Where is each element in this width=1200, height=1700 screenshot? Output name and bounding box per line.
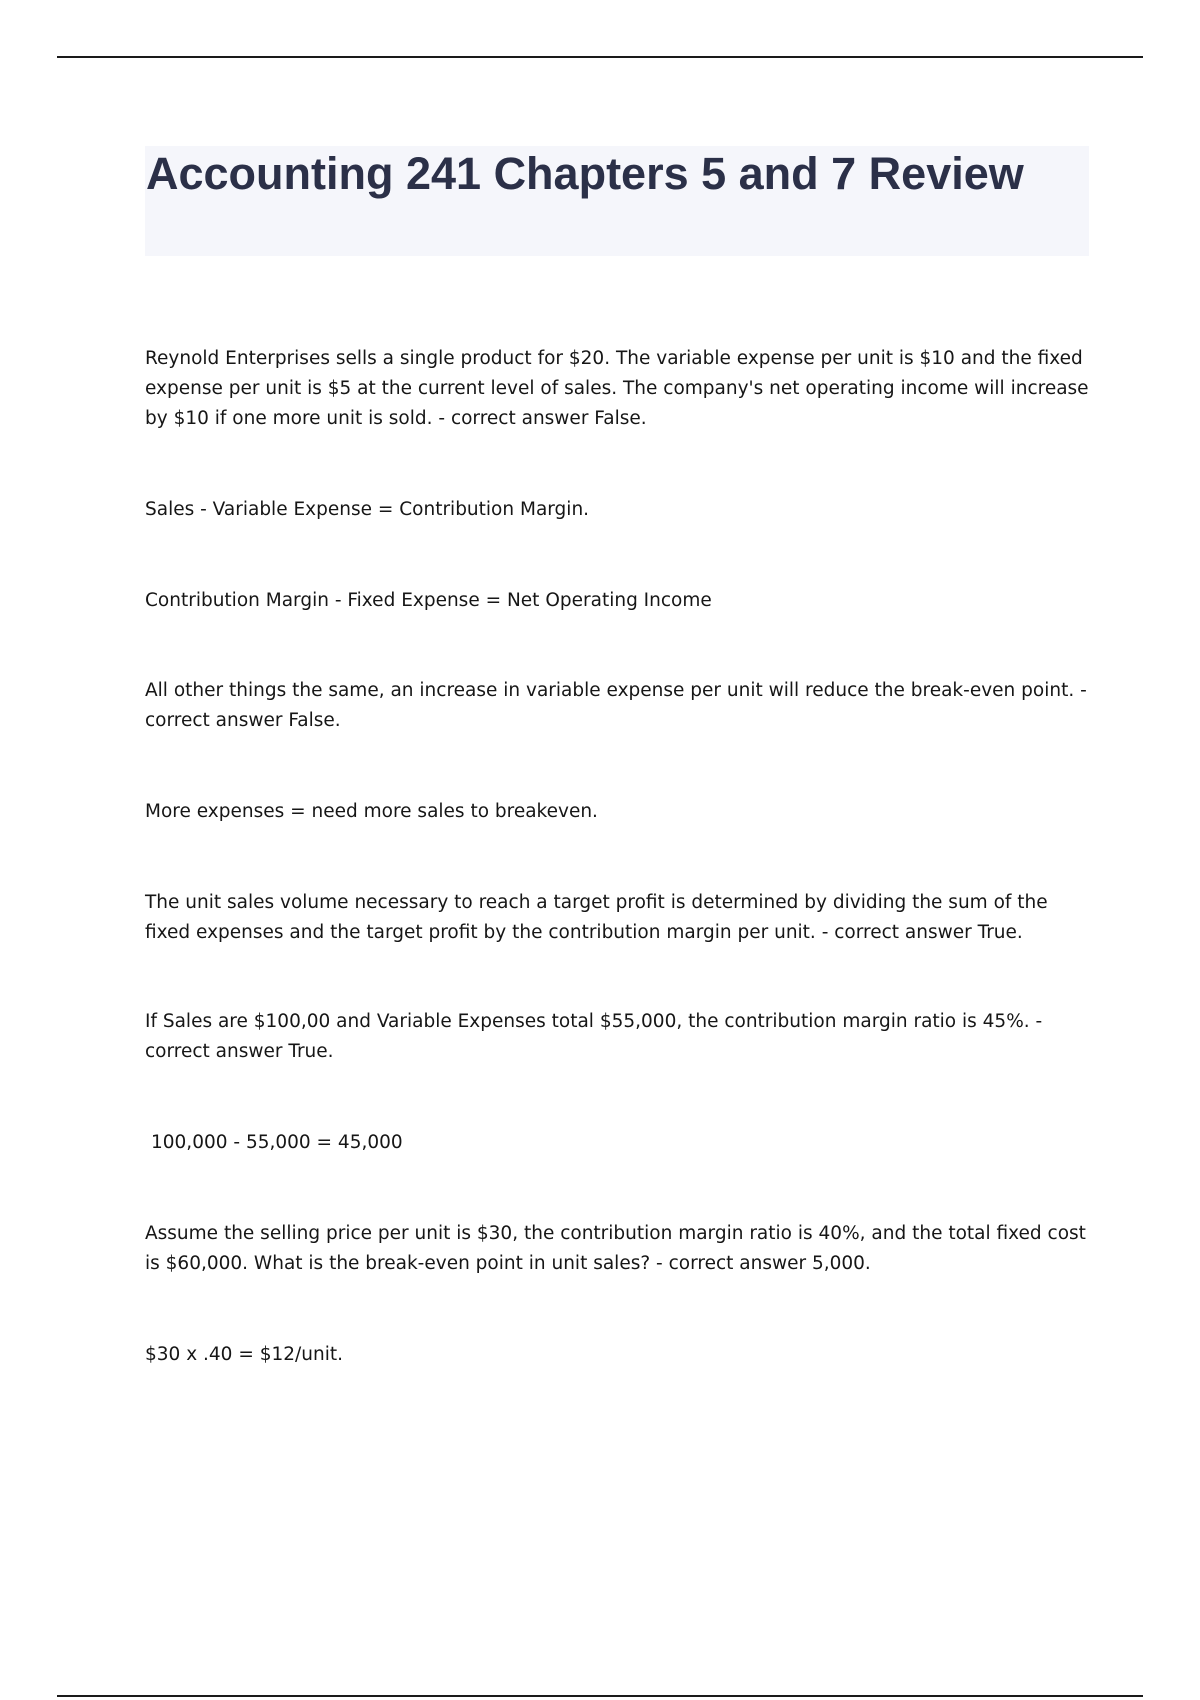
note-net-operating-income-formula: Contribution Margin - Fixed Expense = Net Operating Income: [145, 590, 712, 611]
question-reynold-enterprises: Reynold Enterprises sells a single product for $20. The variable expense per unit is $10 and the fixed expense per unit is $5 at the current level of sales. The company's net operating income will increase by $10 if one more unit is sold. - correct answer False.: [145, 348, 1089, 429]
question-contribution-margin-ratio: If Sales are $100,00 and Variable Expenses total $55,000, the contribution margin ratio is 45%. - correct answer True.: [145, 1011, 1043, 1062]
note-margin-calculation: 100,000 - 55,000 = 45,000: [151, 1132, 403, 1153]
top-rule: [57, 56, 1143, 58]
page-title: Accounting 241 Chapters 5 and 7 Review: [146, 148, 1024, 199]
note-contribution-margin-formula: Sales - Variable Expense = Contribution Margin.: [145, 499, 590, 520]
bottom-rule: [57, 1695, 1143, 1697]
question-target-profit: The unit sales volume necessary to reach a target profit is determined by dividing the sum of the fixed expenses and the target profit by the contribution margin per unit. - correct answer True.: [145, 892, 1048, 943]
note-breakeven-expenses: More expenses = need more sales to breakeven.: [145, 801, 598, 822]
question-break-even-unit-sales: Assume the selling price per unit is $30, the contribution margin ratio is 40%, and the total fixed cost is $60,000. What is the break-even point in unit sales? - correct answer 5,000.: [145, 1223, 1086, 1274]
note-unit-margin-calculation: $30 x .40 = $12/unit.: [145, 1344, 343, 1365]
question-break-even-variable-expense: All other things the same, an increase in variable expense per unit will reduce the break-even point. - correct answer False.: [145, 680, 1087, 731]
